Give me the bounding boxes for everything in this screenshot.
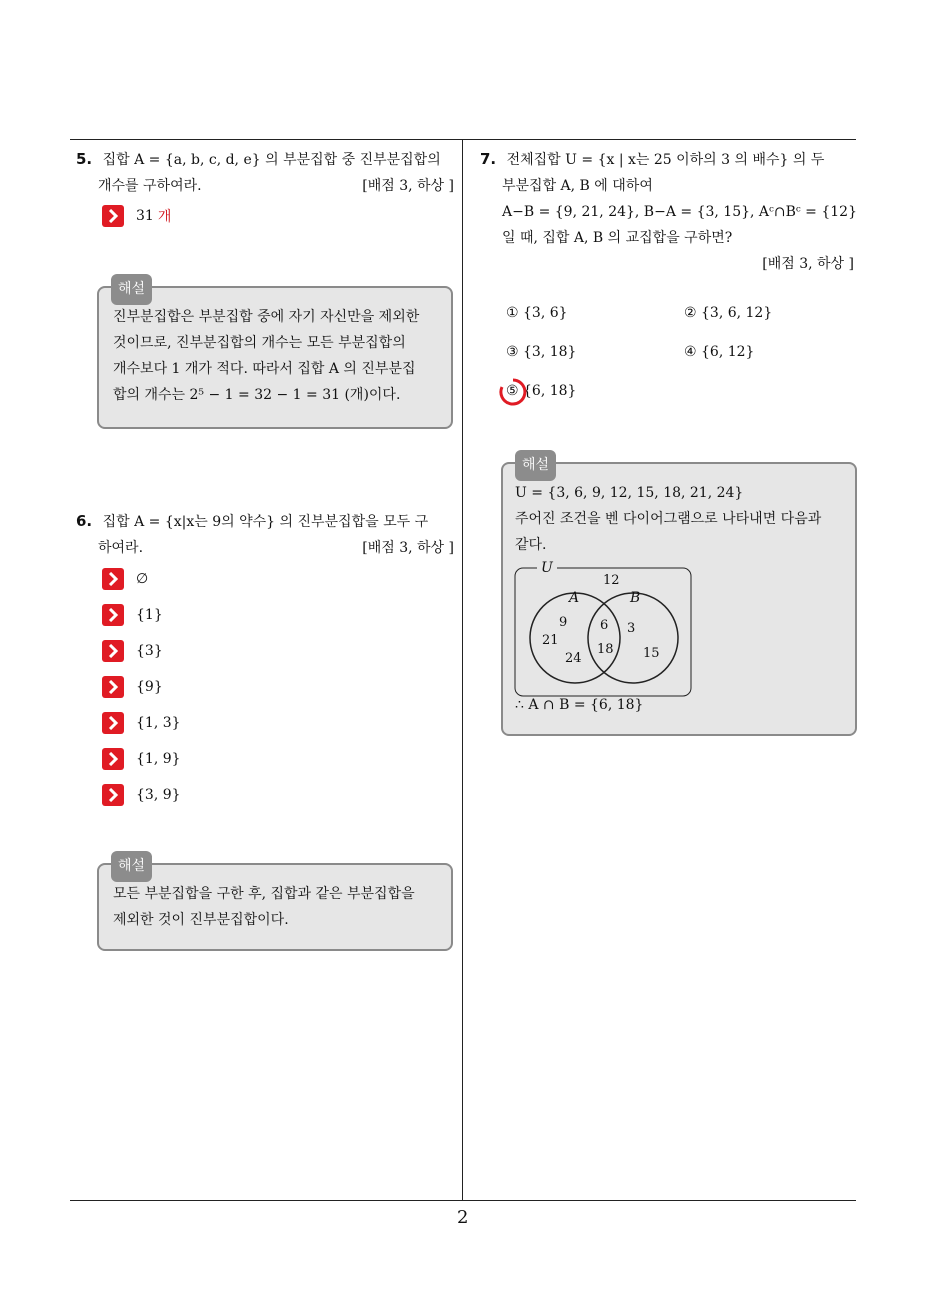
answer-arrow-icon bbox=[102, 748, 124, 770]
answer-row bbox=[102, 604, 163, 626]
choice-4[interactable]: ④ {6, 12} bbox=[684, 344, 755, 360]
question-number: 5. bbox=[76, 150, 93, 168]
explanation-line: 것이므로, 진부분집합의 개수는 모든 부분집합의 bbox=[113, 335, 406, 351]
answer-arrow-icon bbox=[102, 676, 124, 698]
answer-unit: 개 bbox=[157, 209, 172, 225]
answer-value: {9} bbox=[136, 679, 163, 695]
answer-row bbox=[102, 748, 181, 770]
question-text-line1: 전체집합 U = {x | x는 25 이하의 3 의 배수} 의 두 bbox=[506, 152, 825, 168]
explanation-tab: 해설 bbox=[111, 851, 152, 882]
choice-3[interactable]: ③ {3, 18} bbox=[506, 344, 577, 360]
score-meta: [배점 3, 하상 ] bbox=[762, 256, 854, 272]
answer-arrow-icon bbox=[102, 784, 124, 806]
correct-answer-circle-icon bbox=[498, 377, 528, 407]
answer-value: {1} bbox=[136, 607, 163, 623]
venn-b-only-value: 3 bbox=[627, 621, 636, 636]
answer-arrow-icon bbox=[102, 205, 124, 227]
score-meta: [배점 3, 하상 ] bbox=[362, 178, 454, 194]
explanation-box bbox=[501, 457, 857, 736]
explanation-line: 같다. bbox=[515, 537, 547, 553]
answer-value: {3} bbox=[136, 643, 163, 659]
choice-2[interactable]: ② {3, 6, 12} bbox=[684, 305, 773, 321]
venn-b-only-value: 15 bbox=[643, 646, 660, 661]
question-text-line1: 집합 A = {x|x는 9의 약수} 의 진부분집합을 모두 구 bbox=[102, 514, 429, 530]
explanation-line: U = {3, 6, 9, 12, 15, 18, 21, 24} bbox=[515, 485, 744, 501]
venn-intersection-value: 18 bbox=[597, 642, 614, 657]
bottom-rule bbox=[70, 1200, 856, 1201]
explanation-box bbox=[97, 281, 453, 429]
universal-set-label: U bbox=[541, 560, 553, 576]
answer-row bbox=[102, 676, 163, 698]
question-text-line3: A−B = {9, 21, 24}, B−A = {3, 15}, Aᶜ∩Bᶜ = {12} bbox=[502, 204, 857, 220]
venn-diagram bbox=[513, 560, 695, 698]
answer-arrow-icon bbox=[102, 712, 124, 734]
top-rule bbox=[70, 139, 856, 140]
question-6 bbox=[76, 508, 456, 561]
set-b-circle bbox=[588, 593, 678, 683]
answer-value: ∅ bbox=[136, 571, 149, 587]
set-a-label: A bbox=[569, 590, 580, 606]
conclusion: ∴ A ∩ B = {6, 18} bbox=[515, 697, 644, 713]
answer-value: {1, 3} bbox=[136, 715, 181, 731]
choice-1[interactable]: ① {3, 6} bbox=[506, 305, 568, 321]
explanation-line: 모든 부분집합을 구한 후, 집합과 같은 부분집합을 bbox=[113, 886, 415, 902]
question-5 bbox=[76, 146, 456, 199]
answer-row bbox=[102, 205, 171, 227]
question-text-line4: 일 때, 집합 A, B 의 교집합을 구하면? bbox=[502, 230, 733, 246]
question-7 bbox=[480, 146, 858, 277]
answer-arrow-icon bbox=[102, 568, 124, 590]
question-text-line2: 하여라. bbox=[98, 540, 144, 556]
column-divider bbox=[462, 139, 463, 1200]
explanation-line: 합의 개수는 2⁵ − 1 = 32 − 1 = 31 (개)이다. bbox=[113, 387, 401, 403]
answer-value: 31 bbox=[136, 208, 154, 224]
venn-a-only-value: 24 bbox=[565, 651, 582, 666]
explanation-tab: 해설 bbox=[515, 450, 556, 481]
answer-row bbox=[102, 784, 181, 806]
explanation-box bbox=[97, 858, 453, 951]
explanation-line: 진부분집합은 부분집합 중에 자기 자신만을 제외한 bbox=[113, 309, 420, 325]
question-text-line2: 개수를 구하여라. bbox=[98, 178, 202, 194]
choice-5[interactable]: ⑤ {6, 18} bbox=[506, 383, 577, 399]
question-text-line2: 부분집합 A, B 에 대하여 bbox=[502, 178, 653, 194]
answer-arrow-icon bbox=[102, 640, 124, 662]
question-number: 6. bbox=[76, 512, 93, 530]
explanation-line: 주어진 조건을 벤 다이어그램으로 나타내면 다음과 bbox=[515, 511, 822, 527]
question-number: 7. bbox=[480, 150, 497, 168]
explanation-line: 개수보다 1 개가 적다. 따라서 집합 A 의 진부분집 bbox=[113, 361, 416, 377]
answer-arrow-icon bbox=[102, 604, 124, 626]
answer-row bbox=[102, 568, 148, 590]
venn-outside-value: 12 bbox=[603, 573, 620, 588]
answer-row bbox=[102, 640, 163, 662]
score-meta: [배점 3, 하상 ] bbox=[362, 540, 454, 556]
venn-intersection-value: 6 bbox=[600, 618, 609, 633]
explanation-line: 제외한 것이 진부분집합이다. bbox=[113, 912, 289, 928]
venn-a-only-value: 21 bbox=[542, 633, 559, 648]
set-b-label: B bbox=[630, 590, 641, 606]
answer-value: {3, 9} bbox=[136, 787, 181, 803]
explanation-tab: 해설 bbox=[111, 274, 152, 305]
page-number: 2 bbox=[457, 1207, 469, 1228]
question-text-line1: 집합 A = {a, b, c, d, e} 의 부분집합 중 진부분집합의 bbox=[102, 152, 441, 168]
answer-value: {1, 9} bbox=[136, 751, 181, 767]
answer-row bbox=[102, 712, 181, 734]
venn-a-only-value: 9 bbox=[559, 615, 568, 630]
